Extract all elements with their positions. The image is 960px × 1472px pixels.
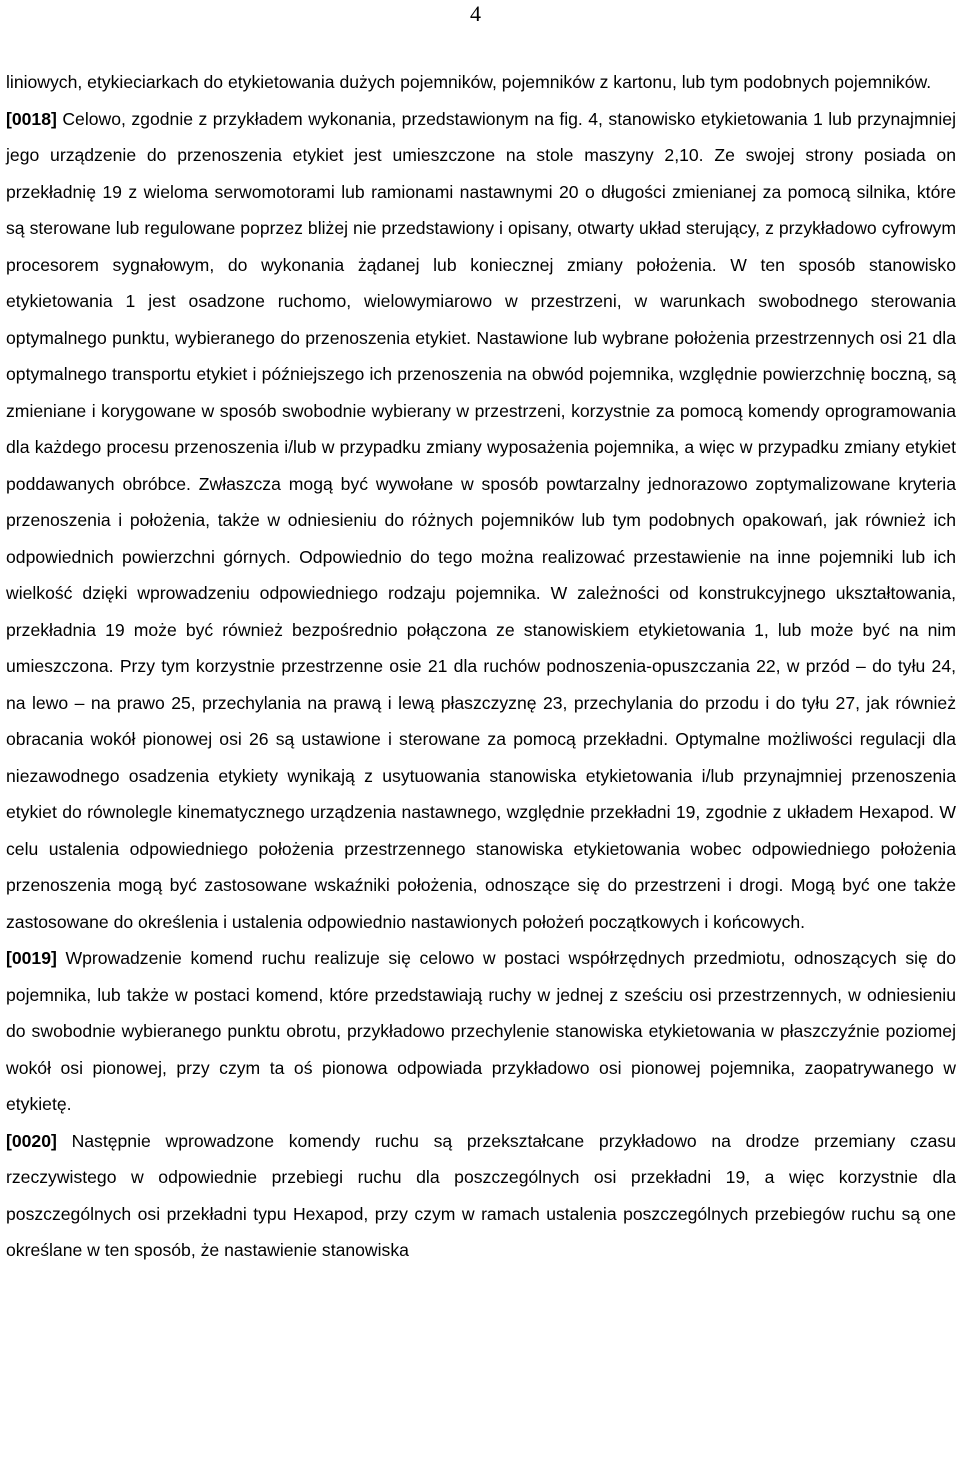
paragraph-text: Następnie wprowadzone komendy ruchu są przekształcane przykładowo na drodze przemiany czasu rzeczywistego w odpowiednie przebiegi ruchu dla poszczególnych osi przekładni 19, a więc korzystnie dla poszczególnych osi przekładni typu Hexapod, przy czym w ramach ustalenia poszczególnych przebiegów ruchu są one określane w ten sposób, że nastawienie stanowiska — [6, 1130, 956, 1260]
paragraph-tag: [0019] — [6, 948, 57, 968]
page-number: 4 — [470, 1, 481, 26]
paragraph-0018 — [6, 101, 956, 941]
paragraph-tag: [0018] — [6, 108, 57, 129]
paragraph-tag: [0020] — [6, 1130, 57, 1151]
paragraph-continued — [6, 64, 956, 101]
paragraph-0019 — [6, 940, 956, 1123]
document-body — [6, 64, 956, 1269]
paragraph-text: liniowych, etykieciarkach do etykietowania dużych pojemników, pojemników z kartonu, lub tym podobnych pojemników. — [6, 72, 932, 92]
paragraph-text: Wprowadzenie komend ruchu realizuje się celowo w postaci współrzędnych przedmiotu, odnoszących się do pojemnika, lub także w postaci komend, które przedstawiają ruchy w jednej z sześciu osi przestrzennych, w odniesieniu do swobodnie wybieranego punktu obrotu, przykładowo przechylenie stanowiska etykietowania w płaszczyźnie poziomej wokół osi pionowej, przy czym ta oś pionowa odpowiada przykładowo osi pionowej pojemnika, zaopatrywanego w etykietę. — [6, 948, 956, 1114]
paragraph-text: Celowo, zgodnie z przykładem wykonania, przedstawionym na fig. 4, stanowisko etykietowania 1 lub przynajmniej jego urządzenie do przenoszenia etykiet jest umieszczone na stole maszyny 2,10. Ze swojej strony posiada on przekładnię 19 z wieloma serwomotorami lub ramionami nastawnymi 20 o długości zmienianej za pomocą silnika, które są sterowane lub regulowane poprzez bliżej nie przedstawiony i opisany, otwarty układ sterujący, z przykładowo cyfrowym procesorem sygnałowym, do wykonania żądanej lub koniecznej zmiany położenia. W ten sposób stanowisko etykietowania 1 jest osadzone ruchomo, wielowymiarowo w przestrzeni, w warunkach swobodnego sterowania optymalnego punktu, wybieranego do przenoszenia etykiet. Nastawione lub wybrane położenia przestrzennych osi 21 dla optymalnego transportu etykiet i późniejszego ich przenoszenia na obwód pojemnika, względnie powierzchnię boczną, są zmieniane i korygowane w sposób swobodnie wybierany w przestrzeni, korzystnie za pomocą komendy oprogramowania dla każdego procesu przenoszenia i/lub w przypadku zmiany wyposażenia pojemnika, a więc w przypadku zmiany etykiet poddawanych obróbce. Zwłaszcza mogą być wywołane w sposób powtarzalny jednorazowo zoptymalizowane kryteria przenoszenia i położenia, także w odniesieniu do różnych pojemników lub tym podobnych opakowań, jak również ich odpowiednich powierzchni górnych. Odpowiednio do tego można realizować przestawienie na inne pojemniki lub ich wielkość dzięki wprowadzeniu odpowiedniego rodzaju pojemnika. W zależności od konstrukcyjnego ukształtowania, przekładnia 19 może być również bezpośrednio połączona ze stanowiskiem etykietowania 1, lub może być na nim umieszczona. Przy tym korzystnie przestrzenne osie 21 dla ruchów podnoszenia-opuszczania 22, w przód – do tyłu 24, na lewo – na prawo 25, przechylania na prawą i lewą płaszczyznę 23, przechylania do przodu i do tyłu 27, jak również obracania wokół pionowej osi 26 są ustawione i sterowane za pomocą przekładni. Optymalne możliwości regulacji dla niezawodnego osadzenia etykiety wynikają z usytuowania stanowiska etykietowania i/lub przynajmniej przenoszenia etykiet do równolegle kinematycznego urządzenia nastawnego, względnie przekładni 19, zgodnie z układem Hexapod. W celu ustalenia odpowiedniego położenia przestrzennego stanowiska etykietowania wobec odpowiedniego położenia przenoszenia mogą być zastosowane wskaźniki położenia, odnoszące się do przestrzeni i drogi. Mogą być one także zastosowane do określenia i ustalenia odpowiednio nastawionych położeń początkowych i końcowych. — [6, 108, 956, 932]
paragraph-0020 — [6, 1123, 956, 1269]
